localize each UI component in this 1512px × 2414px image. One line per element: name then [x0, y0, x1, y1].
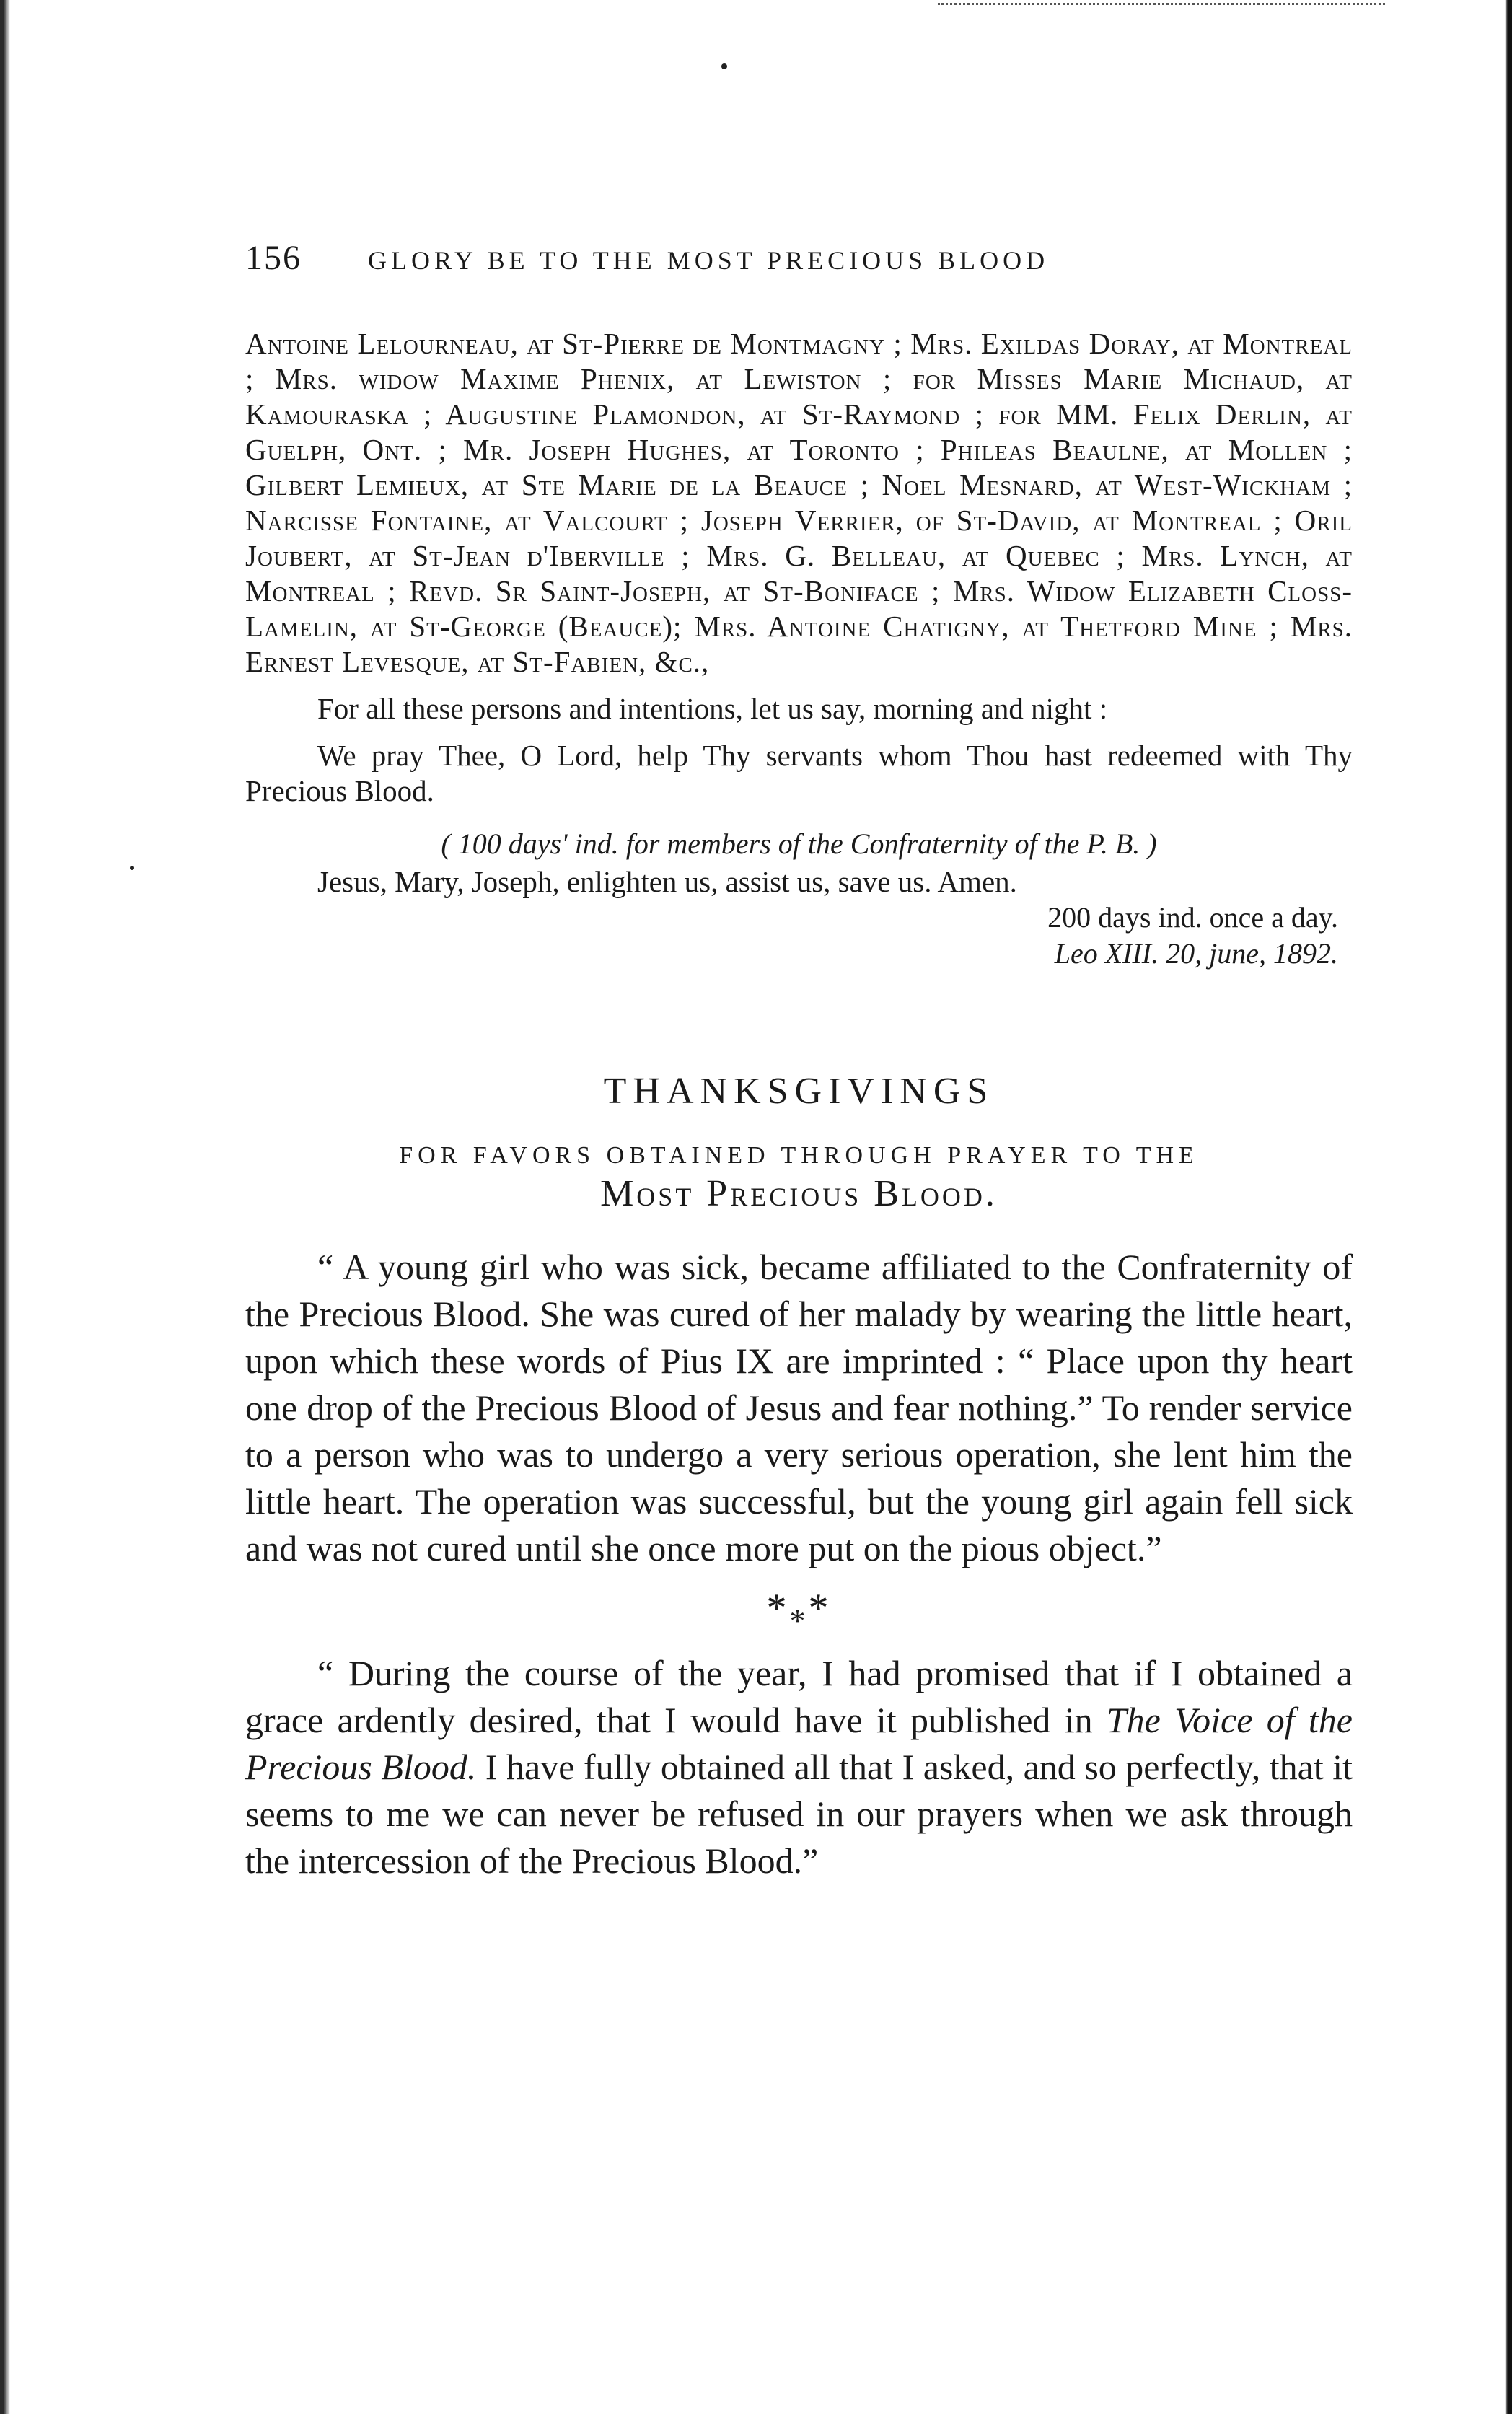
scan-speck — [721, 63, 727, 69]
intentions-list: Antoine Lelourneau, at St-Pierre de Montmagny ; Mrs. Exildas Doray, at Montreal ; Mrs. widow Maxime Phenix, at Lewiston ; for Misses Marie Michaud, at Kamouraska ; Augustine Plamondon, at St-Raymond ; for MM. Felix Derlin, at Guelph, Ont. ; Mr. Joseph Hughes, at Toronto ; Phileas Beaulne, at Mollen ; Gilbert Lemieux, at Ste Marie de la Beauce ; Noel Mesnard, at West-Wickham ; Narcisse Fontaine, at Valcourt ; Joseph Verrier, of St-David, at Montreal ; Oril Joubert, at St-Jean d'Iberville ; Mrs. G. Belleau, at Quebec ; Mrs. Lynch, at Montreal ; Revd. Sr Saint-Joseph, at St-Boniface ; Mrs. Widow Elizabeth Closs-Lamelin, at St-George (Beauce); Mrs. Antoine Chatigny, at Thetford Mine ; Mrs. Ernest Levesque, at St-Fabien, &c., — [245, 327, 1353, 678]
section-title: THANKSGIVINGS — [603, 1071, 995, 1112]
section-subtitle-continued: Most Precious Blood. — [600, 1173, 998, 1214]
papal-citation: Leo XIII. 20, june, 1892. — [1054, 937, 1338, 970]
prayer-text: We pray Thee, O Lord, help Thy servants whom Thou hast redeemed with Thy Precious Blood. — [245, 739, 1353, 807]
running-header — [245, 238, 1353, 296]
testimony-paragraph: “ A young girl who was sick, became affiliated to the Confraternity of the Precious Blood. She was cured of her malady by wearing the little heart, upon which these words of Pius IX are imprinted : “ Place upon thy heart one drop of the Precious Blood of Jesus and fear nothing.” To render service to a person who was to undergo a very serious operation, she lent him the little heart. The operation was successful, but the young girl again fell sick and was not cured until she once more put on the pious object.” — [245, 1247, 1353, 1568]
scan-top-dotted-line — [938, 3, 1385, 5]
section-subtitle: FOR FAVORS OBTAINED THROUGH PRAYER TO THE — [399, 1142, 1199, 1169]
publication-title: The Voice of the Precious Blood. — [245, 1700, 1353, 1787]
indulgence-daily: 200 days ind. once a day. — [1047, 901, 1338, 934]
exhortation-text: For all these persons and intentions, let us say, morning and night : — [317, 692, 1108, 725]
asterism-left: * — [766, 1586, 790, 1630]
asterism-right: * — [808, 1586, 832, 1630]
scan-left-edge — [0, 0, 12, 2414]
testimony-2-text-after: I have fully obtained all that I asked, and so perfectly, that it seems to me we can never be refused in our prayers when we ask through the intercession of the Precious Blood.” — [245, 1747, 1353, 1881]
testimony-paragraph-2 — [245, 1650, 1353, 1884]
scan-speck — [130, 866, 134, 870]
testimony-2-text-before: “ During the course of the year, I had promised that if I obtained a grace ardently desired, that I would have it published in — [245, 1653, 1353, 1740]
running-title: GLORY BE TO THE MOST PRECIOUS BLOOD — [368, 246, 1050, 275]
page-number: 156 — [245, 239, 302, 277]
scan-right-edge — [1505, 0, 1512, 2414]
asterism-separator — [245, 1585, 1353, 1638]
invocation-text: Jesus, Mary, Joseph, enlighten us, assist us, save us. Amen. — [317, 865, 1017, 898]
indulgence-note: ( 100 days' ind. for members of the Confraternity of the P. B. ) — [441, 828, 1157, 860]
book-page — [245, 238, 1353, 1884]
asterism-middle: * — [789, 1603, 809, 1638]
